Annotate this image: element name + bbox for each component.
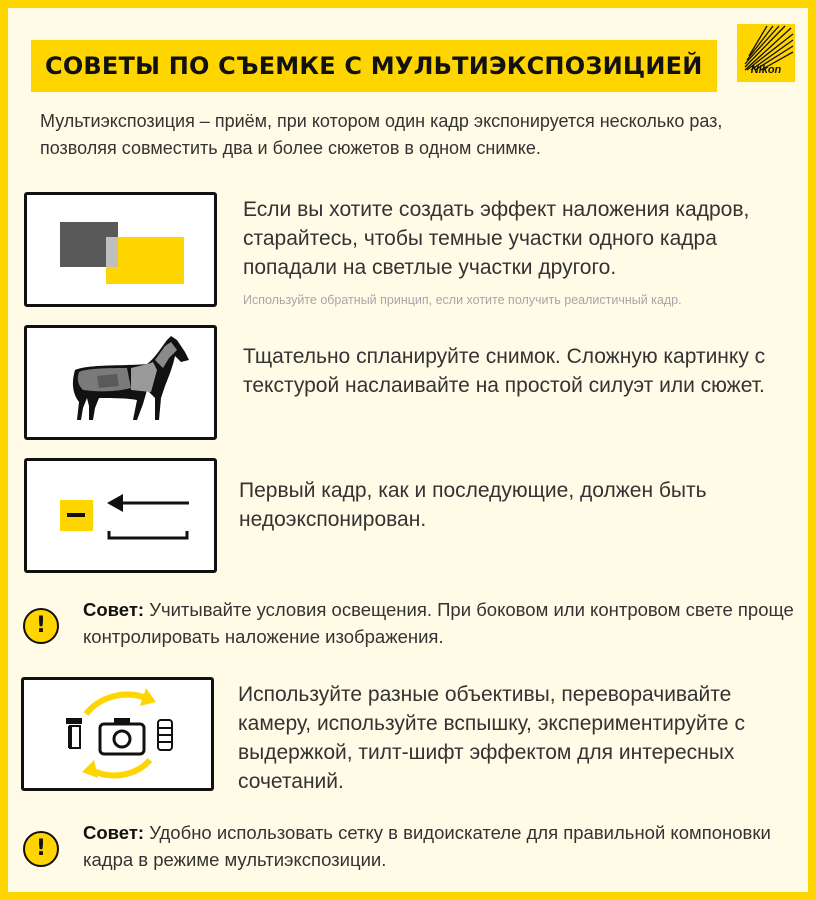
- exposure-compensation-icon: [27, 461, 214, 570]
- tip-text-plan: Тщательно спланируйте снимок. Сложную картинку с текстурой наслаивайте на простой силуэт или сюжет.: [243, 345, 766, 397]
- tip-text-underexpose: Первый кадр, как и последующие, должен быть недоэкспонирован.: [239, 479, 707, 531]
- horse-silhouette-icon: [27, 328, 214, 437]
- page-title: СОВЕТЫ ПО СЪЕМКЕ С МУЛЬТИЭКСПОЗИЦИЕЙ: [45, 52, 703, 80]
- lens-icon: [158, 720, 172, 750]
- advice-text: Удобно использовать сетку в видоискателе для правильной компоновки кадра в режиме мультиэкспозиции.: [83, 822, 771, 870]
- tip-card-horse: [24, 325, 217, 440]
- camera-icon: [100, 718, 144, 754]
- advice-text: Учитывайте условия освещения. При боковом или контровом свете проще контролировать наложение изображения.: [83, 599, 794, 647]
- overlapping-squares-icon: [27, 195, 214, 304]
- tip-card-experiment: [21, 677, 214, 791]
- camera-lens-flash-icon: [24, 680, 211, 788]
- tip-card-exposure: [24, 458, 217, 573]
- title-bar: [31, 40, 717, 92]
- advice-grid: [83, 819, 803, 873]
- tip-text-overlap: Если вы хотите создать эффект наложения кадров, старайтесь, чтобы темные участки одного кадра попадали на светлые участки другого.: [243, 198, 750, 279]
- advice-label: Совет:: [83, 822, 145, 843]
- flash-icon: [66, 718, 82, 748]
- advice-label: Совет:: [83, 599, 145, 620]
- tip-note-overlap: Используйте обратный принцип, если хотите получить реалистичный кадр.: [243, 293, 682, 307]
- tip-card-overlap: [24, 192, 217, 307]
- warning-icon: !: [23, 831, 59, 867]
- tip-text-experiment: Используйте разные объективы, переворачивайте камеру, используйте вспышку, экспериментируйте с выдержкой, тилт-шифт эффектом для интересных сочетаний.: [238, 683, 745, 793]
- advice-lighting: [83, 596, 803, 650]
- infographic-page: [8, 8, 808, 892]
- logo-wordmark: Nikon: [750, 64, 782, 76]
- intro-text: Мультиэкспозиция – приём, при котором один кадр экспонируется несколько раз, позволяя совместить два и более сюжетов в одном снимке.: [40, 111, 723, 158]
- warning-icon: !: [23, 608, 59, 644]
- nikon-logo: [737, 24, 795, 82]
